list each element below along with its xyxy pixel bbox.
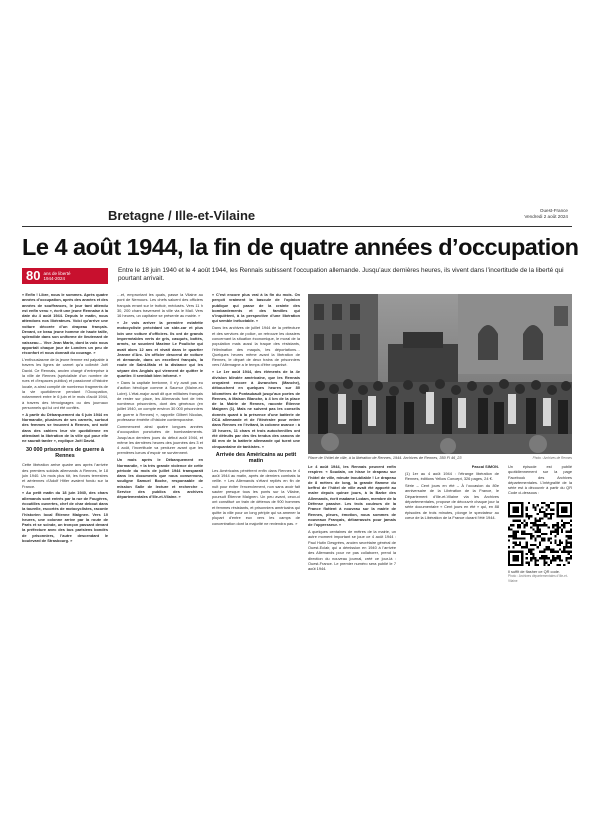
article-paragraph: Série – Cent jours en été – À l’occasion du 80e anniversaire de la Libération de la France, le Département d’Ille-et-Vilaine via les Archives départementales, propose de découvrir chaque jour la série documentaire « Cent jours en été » qui, en 88 épisodes de trois minutes, plonge le spectateur au cœur de la Libération de la France durant l’été 1944. — [405, 483, 499, 520]
qr-code[interactable] — [508, 502, 572, 566]
article-paragraph: Un épisode est publié quotidiennement sur la page Facebook des Archives départementales. L’intégralité de la série est à découvrir à partir du QR Code ci-dessous : — [508, 464, 572, 496]
article-paragraph: Cette libération arrive quatre ans après l’arrivée des premiers soldats allemands à Rennes, le 18 juin 1940. Un mois plus tôt, les forces terrestres et aériennes d’Adolf Hitler avaient fondu sur la France. — [22, 462, 108, 489]
badge-number: 80 — [26, 268, 41, 283]
article-paragraph: A quelques centaines de mètres de la mairie, un autre moment important se joue ce 4 août 1944 : Paul Hutin Desgrées, ancien secrétaire général de Ouest-Eclair, qui a démission en 1940 à l’arrivée des Allemands pour ne pas collaborer, prend la direction du nouveau journal, créé ce jour-là : Ouest-France. Le premier numéro sera publié le 7 août 1944. — [308, 529, 396, 572]
article-paragraph: Les Américains pénètrent enfin dans Rennes le 4 août 1944 au matin, après de derniers combats la veille. « Les Allemands s’étant repliés en fin de nuit pour éviter l’encerclement, non sans avoir fait sauter presque tous les ponts sur la Vilaine, poursuit Étienne Maignen. Un peu avant, ceux-ci ont constitué un train de détenus de 900 hommes et femmes résistants, et prisonniers américains qui quitte la ville pour un long périple qui va amener la plupart d’entre eux vers les camps de concentration dont la majorité ne reviendra pas. » — [212, 467, 300, 526]
article-paragraph: Un mois après le Débarquement en Normandie, « la très grande violence de cette période du mois de juillet 1944 transparaît dans les documents que nous conservons, souligne Samuel Boche, responsable de mission Salle de lecture et recherche – Service des publics des archives départementales d’Ille-et-Vilaine. » — [117, 457, 203, 500]
article-paragraph: L’enthousiasme de la jeune femme est palpable à travers les lignes de carnet qu’a collecté Joël David. Ce Rennais, ancien chargé d’entreprise à la ville de Rennes (spécialiste d’un nombre de rues et d’espaces publics) et passionné d’histoire locale, a ainsi compilé de nombreux fragments de la vie quotidienne pendant l’Occupation, notamment entre le 6 juin et le mois d’août 1944, à travers des témoignages ou des journaux personnels qui lui ont été confiés. — [22, 357, 108, 410]
article-paragraph: « Je vois arriver la première estafette motocycliste précédant un side-car et plus loin une voiture d’officiers. Ils ont de grands imperméables verts de gris, casqués, bottés, armés, se souvient Maxime Le Pouliche qui avait alors 12 ans et vivait dans le quartier Jeanne d’Arc. Un officier descend de voiture et demande, dans un excellent français, la route de Saint-Malo et la distance qui les sépare des Anglais qui viennent de quitter le quartier. Il semblait bien informé. » — [117, 320, 203, 379]
article-paragraph: Dans les archives de juillet 1944 de la préfecture et des services de police, on retrouve les dossiers concernant la situation économique, le moral de la population mais aussi la traque des résistants, l’élimination des maquis, les déportations… Quelques heures même avant la libération de Rennes, le départ de deux trains de prisonniers vers l’Allemagne a le temps d’être organisé. — [212, 325, 300, 368]
masthead-paper: Ouest-France — [539, 208, 568, 213]
masthead — [524, 208, 568, 220]
article-paragraph: …et, empruntant les quais, passe la Vilaine au pont de Nemours. Les chefs saluent des officiers français errant sur le trottoir, médusés. Vers 11 h 30, 200 chars traversent la ville via le Mail. Vers 16 heures, un capitaine se présente au mairie. » — [117, 292, 203, 319]
badge-text — [40, 271, 70, 282]
badge-line1: ans de liberté — [43, 270, 71, 276]
qr-caption-text: Il suffit de flasher ce QR code. — [508, 569, 561, 574]
column-5 — [405, 464, 499, 608]
article-paragraph: « Enfin ! Libre, nous le sommes. Après quatre années d’occupation, après des années et des années de souffrances, le jour tant attendu est enfin venu », écrit une jeune Rennaise à la date du 4 août 1944. Depuis le matin, nous attendons nos libérateurs. Voici qu’arrive une voiture décorée d’un drapeau français. Devant, ce beau jeune homme de haute taille, splendide dans son uniforme de lieutenant de vaisseau… Vive Jean Marin, dont la voix nous apportait chaque jour de Londres un peu de réconfort et nous donnait du courage. » — [22, 292, 108, 356]
footnote: (1) 1er au 4 août 1944 : l’étrange libération de Rennes, éditions Yellow Concept, 326 pages, 24 €. — [405, 470, 499, 482]
photo-credit: Photo : Archives de Rennes — [532, 456, 572, 460]
crowd-photo-illustration — [308, 294, 572, 454]
liberation-photo — [308, 294, 572, 454]
article-paragraph: « Dans la capitale bretonne, il n’y avait pas eu d’action héroïque comme à Saumur (Maine-et-Loire). L’état-major avait dit que militaires français de rester sur place, les Allemands font de très nombreux prisonniers, dont des généraux (en juillet 1940, on compte environ 30 000 prisonniers de guerre à Rennes) », rappelle Gilbert Nicolas, professeur émérite d’histoire contemporaine. — [117, 379, 203, 423]
article-paragraph: Le 4 août 1944, les Rennais peuvent enfin respirer. « Soudain, on hisse le drapeau sur l’hôtel de ville, minute inoubliable ! Le drapeau de 8 mètres de long, la grande flamme du beffroi de l’hôtel de ville avait été apporté au maire depuis quinze jours, à la Barbe des Allemands, écrit madame Lodam, membre de la Défense passive. Les trois couleurs de la France flottent à nouveau sur la mairie de Rennes, pleurs, émotion, nous sommes de nouveaux Français, débarrassés pour jamais de l’oppresseur. » — [308, 464, 396, 528]
article-paragraph: « Au petit matin du 18 juin 1940, des chars allemands sont entrés par la rue de Fougères, écoutilles ouvertes, chef de char debout dans la tourelle, escortés de motocyclistes, raconte l’historien local Étienne Maignen. Vers 10 heures, une colonne arrive par la route de Paris et se scinde, un tronçon passant devant la préfecture avec des bus parisiens bondés de prisonniers, l’autre descendant le boulevard de Strasbourg. » — [22, 490, 108, 544]
column-1 — [22, 292, 108, 608]
headline: Le 4 août 1944, la fin de quatre années d’occupation — [22, 234, 579, 260]
qr-caption — [508, 569, 574, 584]
column-2 — [117, 292, 203, 608]
author-signature: Pascal SIMON. — [471, 464, 499, 469]
article-paragraph: « Le 1er août 1944, des éléments de la 4e division blindée américaine, que les Rennais croyaient encore à Avranches (Manche), débouchent en quelques heures sur 80 kilomètres de Pontaubault jusqu’aux portes de Rennes, à Maison Blanche, à 4 km de la place de la Mairie de Rennes, raconte Étienne Maignen (1). Mais ne suivent pas les conseils donnés quant à la présence d’une batterie de DCA allemande et de l’itinéraire pour entrer dans Rennes en l’évitant, la colonne avance : à 15 heures, 11 chars et trois autochenilles ont été détruits par des tirs tendus des canons de 88 mm de la batterie allemande qui tuent une cinquantaine de tankistes. » — [212, 369, 300, 449]
subheading: Arrivée des Américains au petit matin — [215, 451, 297, 465]
article — [22, 208, 579, 608]
photo-caption — [308, 456, 572, 461]
article-paragraph: « A partir du Débarquement du 6 juin 1944 en Normandie, plusieurs de ses carnets, surtout des femmes se trouvent à Rennes, ont noté dans des cahiers leur vie quotidienne en attendant la libération de la ville qui pour elle ne saurait tarder », explique Joël David. — [22, 411, 108, 444]
qr-credit: Photo : Archives départementales d’Ille-et-Vilaine — [508, 574, 568, 583]
qr-code-icon — [508, 502, 572, 566]
badge-line2: 1944-2024 — [43, 276, 65, 281]
masthead-date: Vendredi 2 août 2024 — [524, 214, 568, 219]
column-4 — [308, 464, 396, 608]
standfirst: Entre le 18 juin 1940 et le 4 août 1944, les Rennais subissent l’occupation allemande. Jusqu’aux dernières heures, ils vivent dans l’incertitude de la liberté qui pourtant arrivait. — [118, 267, 564, 283]
article-paragraph: « C’est encore plus vrai à la fin du mois. On perçoit vraiment la bascule de l’opinion publique qui passe de la crainte des bombardements et des familles qui s’inquiètent, à la perspective d’une libération qui semble inéluctable. » — [212, 292, 300, 324]
column-6 — [508, 464, 572, 500]
article-paragraph: Commencent ainsi quatre longues années d’occupation ponctuées de bombardements. Jusqu’aux derniers jours du début août 1944, et même les dernières heures des journées des 3 et 4 août, l’incertitude va perdurer avant que les premières lueurs d’espoir ne surviennent. — [117, 423, 203, 456]
anniversary-badge — [22, 268, 108, 284]
section-title: Bretagne / Ille-et-Vilaine — [108, 208, 256, 223]
section-header — [22, 208, 572, 227]
column-3 — [212, 292, 300, 608]
subheading: 30 000 prisonniers de guerre à Rennes — [26, 446, 104, 459]
photo-caption-text: Place de l’hôtel de ville, à la libération de Rennes, 1944. Archives de Rennes, 350 Fi 46_23 — [308, 456, 462, 460]
